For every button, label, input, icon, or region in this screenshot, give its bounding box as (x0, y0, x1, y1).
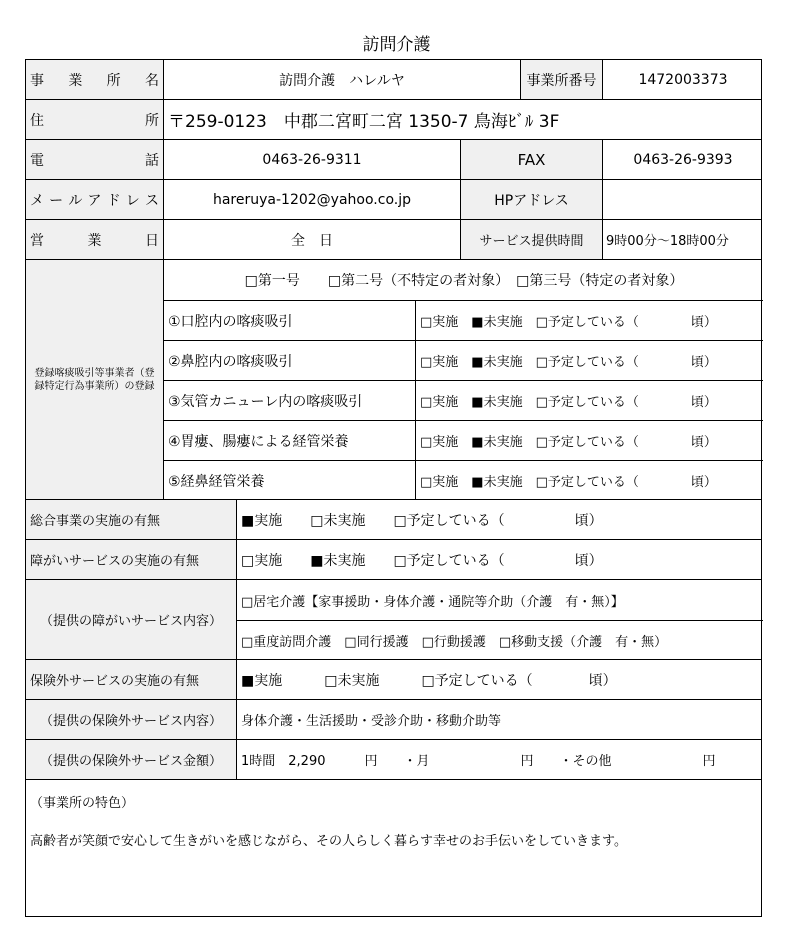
business-days-label: 営 業 日 (26, 220, 163, 259)
features-block (25, 779, 762, 917)
office-name-label: 事 業 所 名 (26, 60, 163, 99)
service-hours-label: サービス提供時間 (460, 220, 602, 259)
disability-content-line2: □重度訪問介護 □同行援護 □行動援護 □移動支援（介護 有・無） (241, 635, 668, 650)
list-item (163, 300, 763, 340)
list-item (163, 460, 763, 500)
registration-types: □第一号 □第二号（不特定の者対象） □第三号（特定の者対象） (244, 273, 684, 289)
registration-item-name: ⑤経鼻経管栄養 (168, 473, 265, 490)
uninsured-service-value: ■実施 □未実施 □予定している（ 頃） (236, 660, 763, 699)
registration-item-name: ②鼻腔内の喀痰吸引 (168, 353, 293, 370)
hp-label: HPアドレス (460, 180, 602, 219)
office-info-table (25, 59, 762, 917)
business-days-value: 全 日 (163, 220, 460, 259)
fax-label: FAX (460, 140, 602, 179)
registration-label: 登録喀痰吸引等事業者（登録特定行為事業所）の登録 (26, 260, 163, 499)
registration-block (25, 259, 762, 499)
row-general-project (25, 499, 762, 539)
office-number-value: 1472003373 (602, 60, 763, 99)
general-project-value: ■実施 □未実施 □予定している（ 頃） (236, 500, 763, 539)
disability-content-line1: □居宅介護【家事援助・身体介護・通院等介助（介護 有・無）】 (241, 594, 624, 610)
uninsured-service-label: 保険外サービスの実施の有無 (26, 660, 236, 699)
phone-label: 電 話 (26, 140, 163, 179)
row-phone (25, 139, 762, 179)
uninsured-fee-label: （提供の保険外サービス金額） (26, 740, 236, 779)
registration-item-status: □実施 ■未実施 □予定している（ 頃） (415, 301, 764, 340)
row-email (25, 179, 762, 219)
uninsured-content-label: （提供の保険外サービス内容） (26, 700, 236, 739)
address-value: 〒259-0123 中郡二宮町二宮 1350-7 鳥海ﾋﾞﾙ 3F (163, 100, 763, 139)
registration-item-status: □実施 ■未実施 □予定している（ 頃） (415, 461, 764, 500)
service-hours-value: 9時00分～18時00分 (602, 220, 763, 259)
phone-value: 0463-26-9311 (163, 140, 460, 179)
registration-item-name: ①口腔内の喀痰吸引 (168, 313, 293, 330)
row-uninsured-service (25, 659, 762, 699)
disability-service-value: □実施 ■未実施 □予定している（ 頃） (236, 540, 763, 579)
registration-item-status: □実施 ■未実施 □予定している（ 頃） (415, 381, 764, 420)
disability-content-label: （提供の障がいサービス内容） (26, 580, 236, 659)
email-value: hareruya-1202@yahoo.co.jp (163, 180, 460, 219)
registration-item-status: □実施 ■未実施 □予定している（ 頃） (415, 341, 764, 380)
page-title: 訪問介護 (362, 35, 431, 55)
row-uninsured-fee (25, 739, 762, 779)
registration-item-name: ④胃瘻、腸瘻による経管栄養 (168, 433, 349, 450)
uninsured-fee-value: 1時間 2,290 円 ・月 円 ・その他 円 (236, 740, 763, 779)
office-name-value: 訪問介護 ハレルヤ (163, 60, 520, 99)
disability-content-block (25, 579, 762, 659)
list-item (163, 420, 763, 460)
email-label: メ ー ル ア ド レ ス (26, 180, 163, 219)
general-project-label: 総合事業の実施の有無 (26, 500, 236, 539)
disability-service-label: 障がいサービスの実施の有無 (26, 540, 236, 579)
uninsured-content-value: 身体介護・生活援助・受診介助・移動介助等 (236, 700, 763, 739)
list-item (163, 340, 763, 380)
row-disability-service (25, 539, 762, 579)
features-label: （事業所の特色） (30, 796, 135, 811)
registration-item-name: ③気管カニューレ内の喀痰吸引 (168, 393, 363, 410)
office-number-label: 事業所番号 (520, 60, 602, 99)
row-office-name (25, 59, 762, 99)
row-business-days (25, 219, 762, 259)
row-address (25, 99, 762, 139)
registration-item-status: □実施 ■未実施 □予定している（ 頃） (415, 421, 764, 460)
features-text: 高齢者が笑顔で安心して生きがいを感じながら、その人らしく暮らす幸せのお手伝いをしていきます。 (30, 834, 627, 849)
hp-value (602, 180, 763, 219)
address-label: 住 所 (26, 100, 163, 139)
list-item (163, 380, 763, 420)
fax-value: 0463-26-9393 (602, 140, 763, 179)
row-uninsured-content (25, 699, 762, 739)
